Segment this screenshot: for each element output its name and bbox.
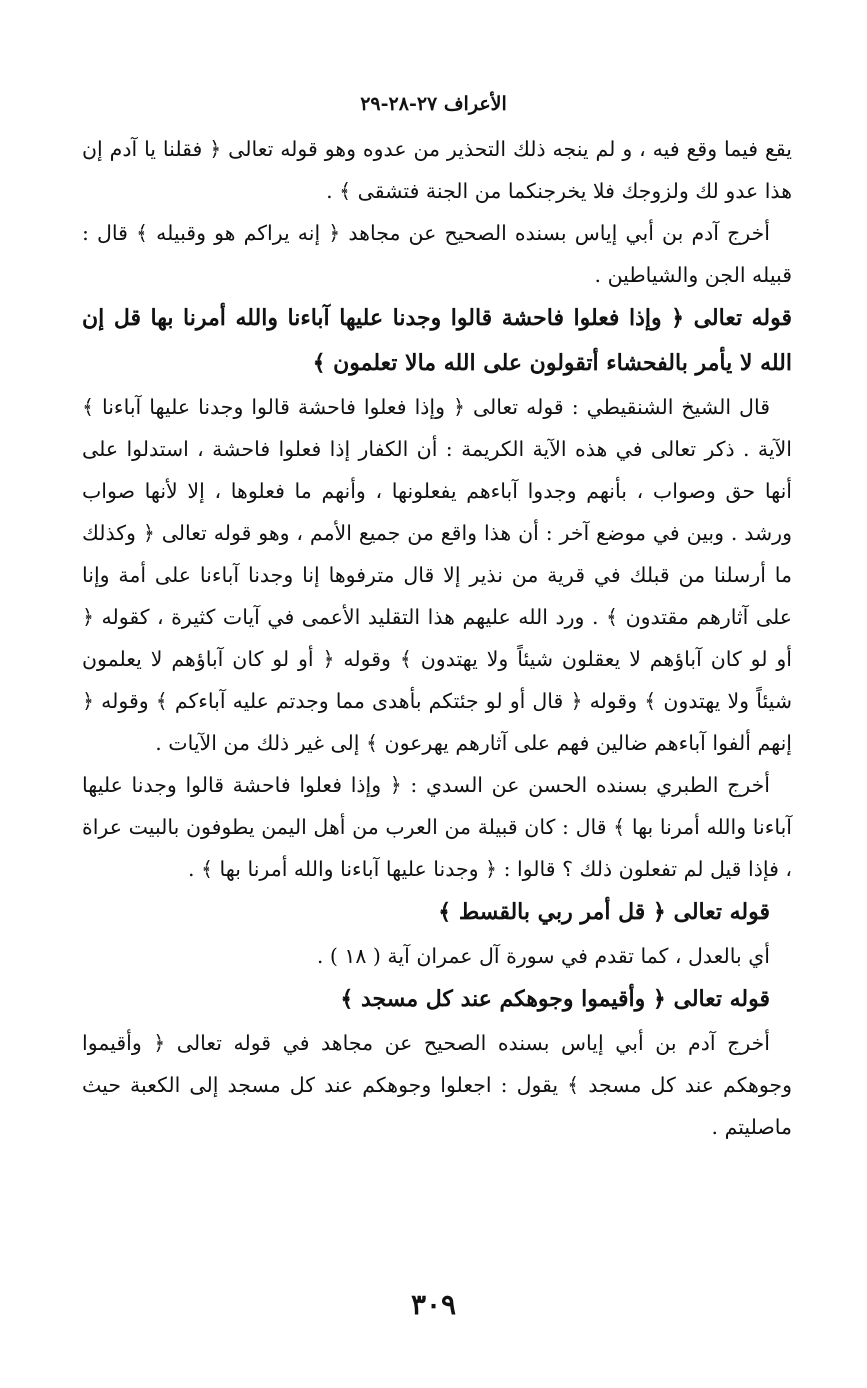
paragraph-shinqiti: قال الشيخ الشنقيطي : قوله تعالى ﴿ وإذا فعلوا فاحشة قالوا وجدنا عليها آباءنا ﴾ الآية . ذكر تعالى في هذه الآية الكريمة : أن الكفار إذا فعلوا فاحشة ، استدلوا على أنها حق وصواب ، بأنهم وجدوا آباءهم يفعلونها ، وأنهم ما فعلوها ، إلا لأنها صواب ورشد . وبين في موضع آخر : أن هذا واقع من جميع الأمم ، وهو قوله تعالى ﴿ وكذلك ما أرسلنا من قبلك في قرية من نذير إلا قال مترفوها إنا وجدنا آباءنا على أمة وإنا على آثارهم مقتدون ﴾ . ورد الله عليهم هذا التقليد الأعمى في آيات كثيرة ، كقوله ﴿ أو لو كان آباؤهم لا يعقلون شيئاً ولا يهتدون ﴾ وقوله ﴿ أو لو كان آباؤهم لا يعلمون شيئاً ولا يهتدون ﴾ وقوله ﴿ قال أو لو جئتكم بأهدى مما وجدتم عليه آباءكم ﴾ وقوله ﴿ إنهم ألفوا آباءهم ضالين فهم على آثارهم يهرعون ﴾ إلى غير ذلك من الآيات . [82,395,792,755]
verse-heading-28: قوله تعالى ﴿ وإذا فعلوا فاحشة قالوا وجدنا عليها آباءنا والله أمرنا بها قل إن الله لا يأمر بالفحشاء أتقولون على الله مالا تعلمون ﴾ [82,305,792,376]
page-number: ٣٠٩ [410,1288,457,1321]
verse-heading-qist: قوله تعالى ﴿ قل أمر ربي بالقسط ﴾ [438,899,770,925]
paragraph-narration-mujahid: أخرج آدم بن أبي إياس بسنده الصحيح عن مجاهد ﴿ إنه يراكم هو وقبيله ﴾ قال : قبيله الجن والشياطين . [82,221,792,287]
paragraph-tabari: أخرج الطبري بسنده الحسن عن السدي : ﴿ وإذا فعلوا فاحشة قالوا وجدنا عليها آباءنا والله أمرنا بها ﴾ قال : كان قبيلة من العرب من أهل اليمن يطوفون بالبيت عراة ، فإذا قيل لم تفعلون ذلك ؟ قالوا : ﴿ وجدنا عليها آباءنا والله أمرنا بها ﴾ . [82,773,792,881]
running-header: الأعراف ٢٧-٢٨-٢٩ [360,93,507,115]
paragraph-adl: أي بالعدل ، كما تقدم في سورة آل عمران آية ( ١٨ ) . [316,944,770,968]
paragraph-continuation: يقع فيما وقع فيه ، و لم ينجه ذلك التحذير من عدوه وهو قوله تعالى ﴿ فقلنا يا آدم إن هذا عدو لك ولزوجك فلا يخرجنكما من الجنة فتشقى ﴾ . [82,137,792,203]
paragraph-masjid: أخرج آدم بن أبي إياس بسنده الصحيح عن مجاهد في قوله تعالى ﴿ وأقيموا وجوهكم عند كل مسجد ﴾ يقول : اجعلوا وجوهكم عند كل مسجد إلى الكعبة حيث ماصليتم . [82,1031,792,1139]
verse-heading-masjid: قوله تعالى ﴿ وأقيموا وجوهكم عند كل مسجد ﴾ [340,986,770,1012]
page-body [82,128,792,1148]
